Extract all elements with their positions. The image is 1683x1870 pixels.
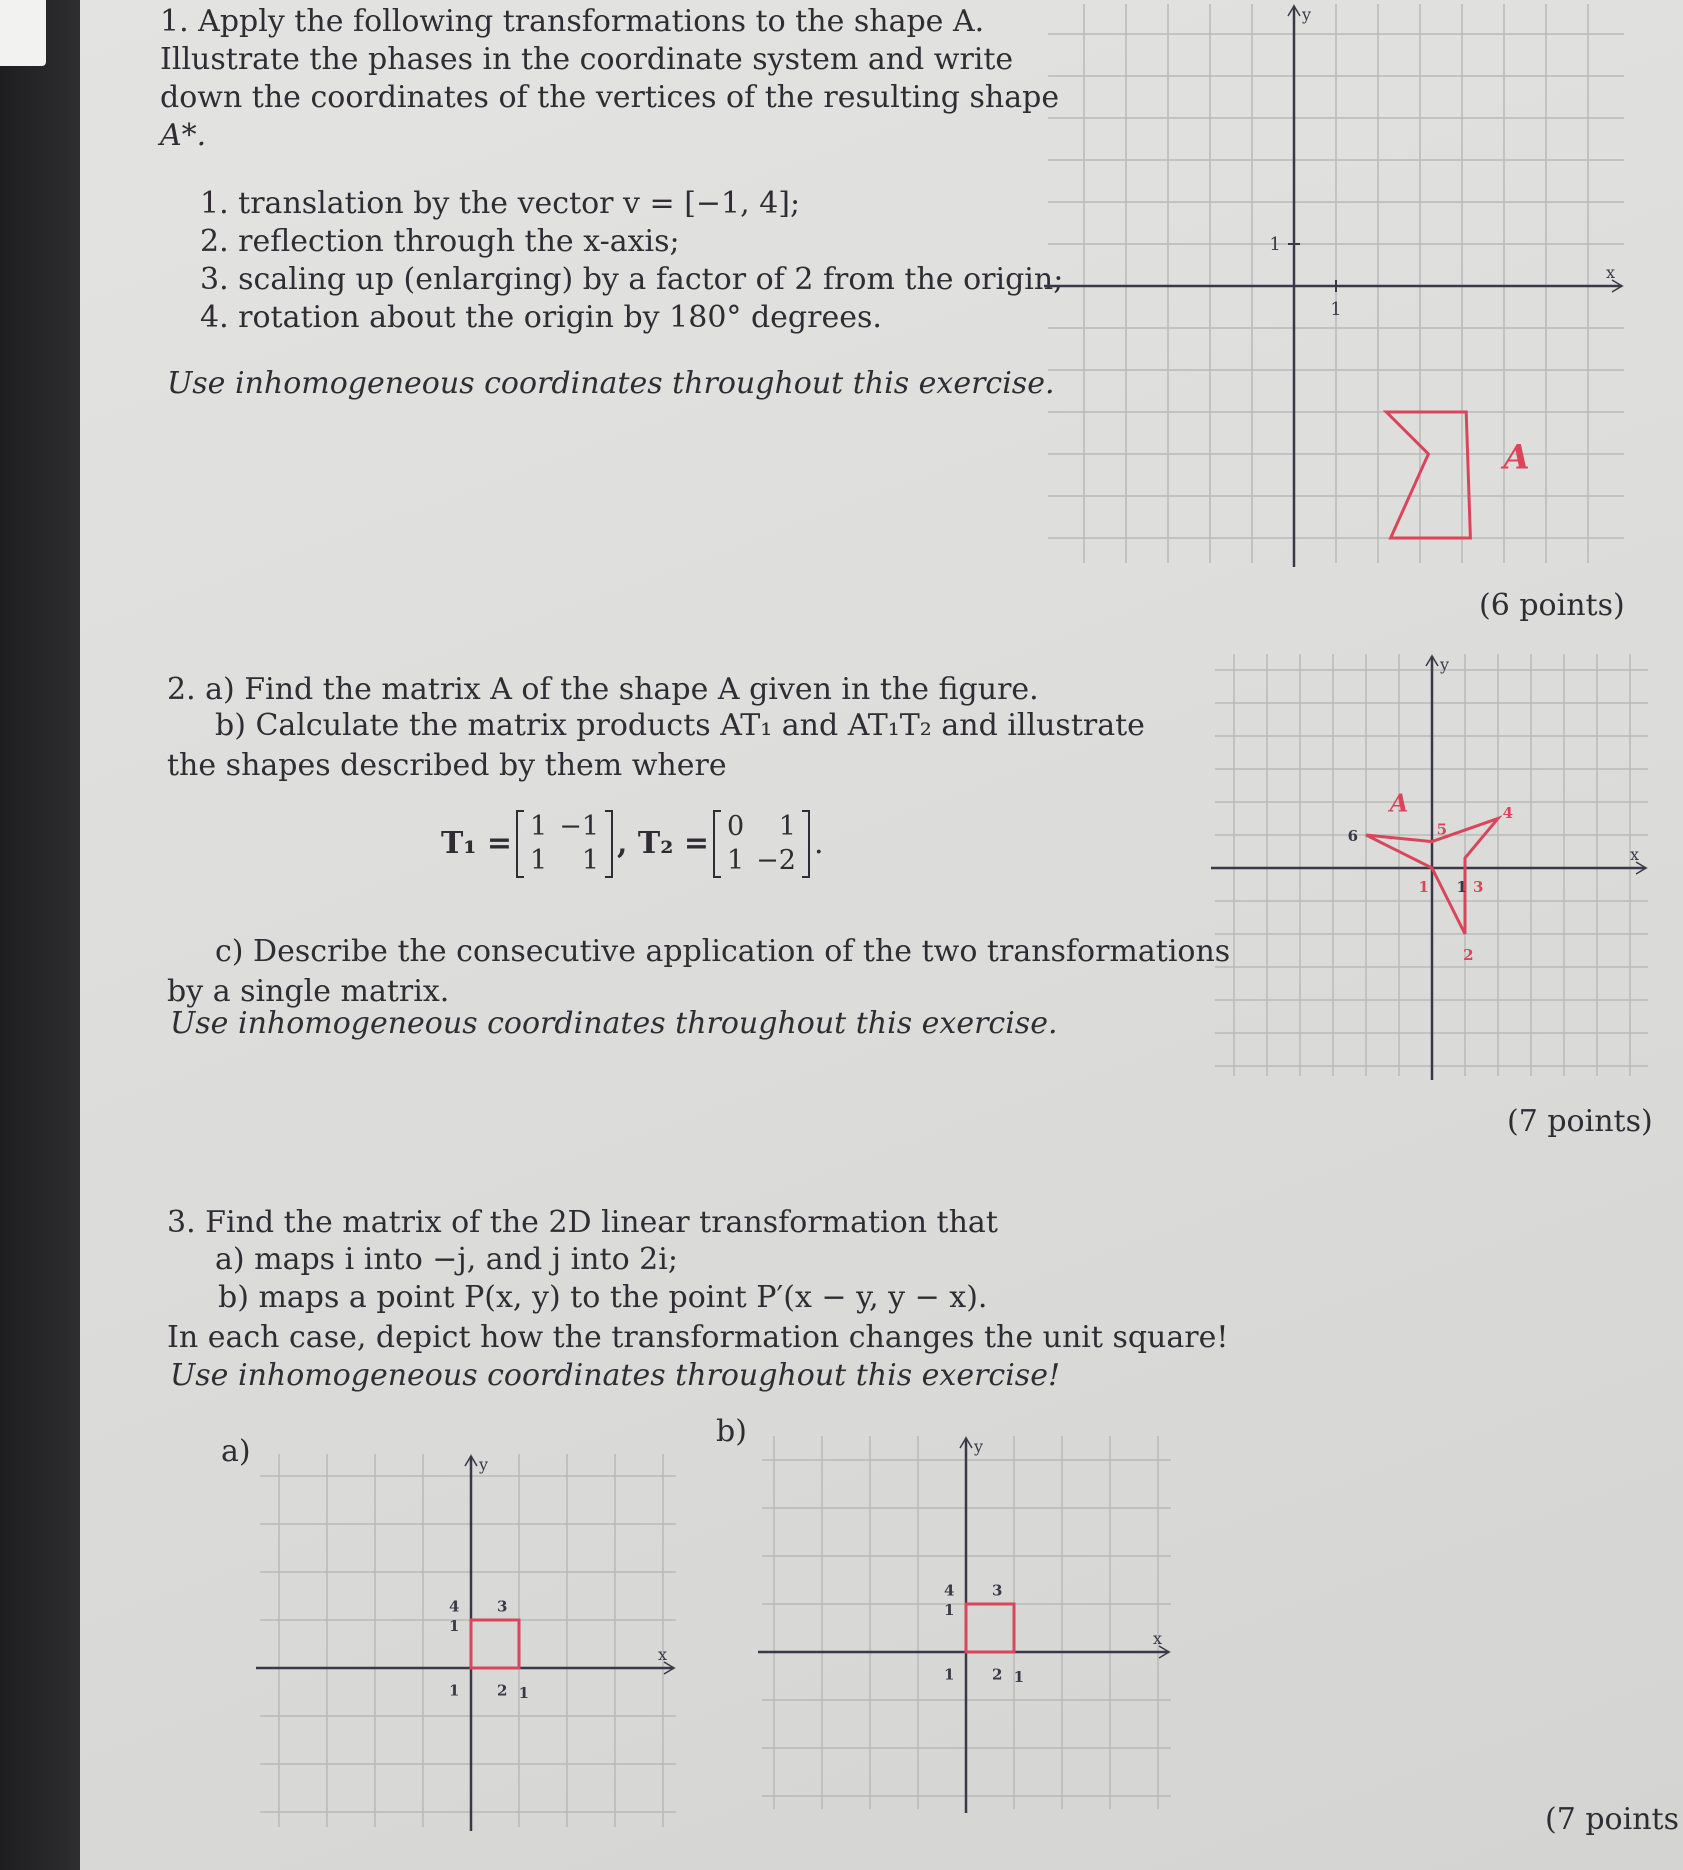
vertex-label: 1	[1456, 878, 1467, 897]
q1-line-2: Illustrate the phases in the coordinate system and write	[160, 42, 1014, 77]
q2-part-b-line-2: the shapes described by them where	[167, 748, 727, 783]
vertex-label: 2	[991, 1665, 1003, 1684]
q2-part-a: 2. a) Find the matrix A of the shape A given in the figure.	[167, 672, 1039, 707]
t1-a11: 1	[530, 811, 548, 842]
vertex-label: 4	[1502, 803, 1514, 822]
q2-points: (7 points)	[1507, 1104, 1653, 1139]
paper-corner	[0, 0, 46, 66]
vertex-label: 1	[1418, 878, 1429, 897]
vertex-label: 6	[1347, 827, 1359, 845]
q1-line-1: 1. Apply the following transformations to the shape A.	[160, 4, 985, 39]
tick-label: 1	[1330, 299, 1342, 321]
t1-label: T₁ =	[441, 826, 513, 861]
vertex-label: A	[1503, 437, 1530, 478]
vertex-label: 4	[943, 1581, 955, 1600]
vertex-label: 3	[1472, 878, 1484, 897]
x-axis-label: x	[1153, 1629, 1163, 1648]
q1-step-2: 2. reflection through the x-axis;	[200, 224, 680, 259]
q3-part-b: b) maps a point P(x, y) to the point P′(x − y, y − x).	[218, 1280, 988, 1315]
vertex-label: A	[1389, 788, 1409, 818]
vertex-label: 1	[448, 1681, 460, 1700]
y-axis-label: y	[1302, 5, 1312, 24]
vertex-label: 1	[943, 1665, 955, 1684]
tick-label: 1	[1269, 234, 1281, 255]
vertex-label: 1	[518, 1684, 530, 1702]
vertex-label: 5	[1436, 820, 1448, 839]
t2-a11: 0	[726, 811, 745, 842]
t1-a21: 1	[530, 845, 548, 876]
q3-note: Use inhomogeneous coordinates throughout this exercise!	[170, 1358, 1061, 1393]
figure-shape-a-1	[1044, 0, 1628, 567]
vertex-label: 4	[448, 1597, 460, 1616]
q3-each-case: In each case, depict how the transformation changes the unit square!	[167, 1320, 1229, 1355]
q3-title: 3. Find the matrix of the 2D linear transformation that	[167, 1205, 998, 1240]
figure-unit-square-b	[758, 1432, 1175, 1813]
vertex-label: 3	[496, 1597, 508, 1616]
t1-a12: −1	[559, 811, 600, 842]
q1-step-1: 1. translation by the vector v = [−1, 4];	[200, 186, 801, 221]
matrix-t1	[516, 810, 613, 878]
q3-points: (7 points	[1545, 1802, 1679, 1837]
x-axis-label: x	[1630, 845, 1640, 864]
shape-outline	[1386, 412, 1470, 538]
shape-outline	[966, 1604, 1014, 1652]
q1-line-3: down the coordinates of the vertices of the resulting shape	[160, 80, 1060, 115]
t2-a22: −2	[756, 845, 796, 876]
matrix-end: .	[813, 826, 824, 861]
x-axis-label: x	[658, 1645, 668, 1664]
desk-background	[0, 0, 80, 1870]
figure-shape-a-2	[1211, 650, 1652, 1080]
q3-label-a: a)	[221, 1434, 251, 1469]
t2-label: , T₂ =	[617, 826, 709, 861]
q3-label-b: b)	[716, 1414, 747, 1449]
q1-step-3: 3. scaling up (enlarging) by a factor of 2 from the origin;	[200, 262, 1064, 297]
vertex-label: 1	[1013, 1668, 1025, 1686]
q2-note: Use inhomogeneous coordinates throughout this exercise.	[170, 1006, 1058, 1041]
vertex-label: 2	[1463, 945, 1474, 964]
q3-part-a: a) maps i into −j, and j into 2i;	[215, 1242, 678, 1277]
q1-note: Use inhomogeneous coordinates throughout this exercise.	[167, 366, 1055, 401]
matrix-t2	[713, 810, 810, 878]
figure-unit-square-a	[256, 1450, 680, 1831]
vertex-label: 2	[496, 1681, 508, 1700]
y-axis-label: y	[479, 1455, 489, 1474]
q2-matrices	[441, 810, 824, 878]
q2-part-b-line-1: b) Calculate the matrix products AT₁ and AT₁T₂ and illustrate	[215, 708, 1145, 743]
t1-a22: 1	[581, 845, 600, 876]
q2-part-c-line-1: c) Describe the consecutive application of the two transformations	[215, 934, 1231, 969]
q1-points: (6 points)	[1479, 588, 1625, 623]
vertex-label: 1	[943, 1600, 955, 1619]
y-axis-label: y	[1440, 655, 1450, 674]
shape-outline	[471, 1620, 519, 1668]
vertex-label: 1	[448, 1616, 460, 1635]
q1-line-4: A*.	[160, 118, 207, 153]
q1-step-4: 4. rotation about the origin by 180° degrees.	[200, 300, 882, 335]
x-axis-label: x	[1606, 263, 1616, 282]
q2-part-c-line-2: by a single matrix.	[167, 974, 450, 1009]
vertex-label: 3	[991, 1581, 1003, 1600]
y-axis-label: y	[974, 1437, 984, 1456]
t2-a21: 1	[726, 845, 745, 876]
t2-a12: 1	[778, 811, 796, 842]
